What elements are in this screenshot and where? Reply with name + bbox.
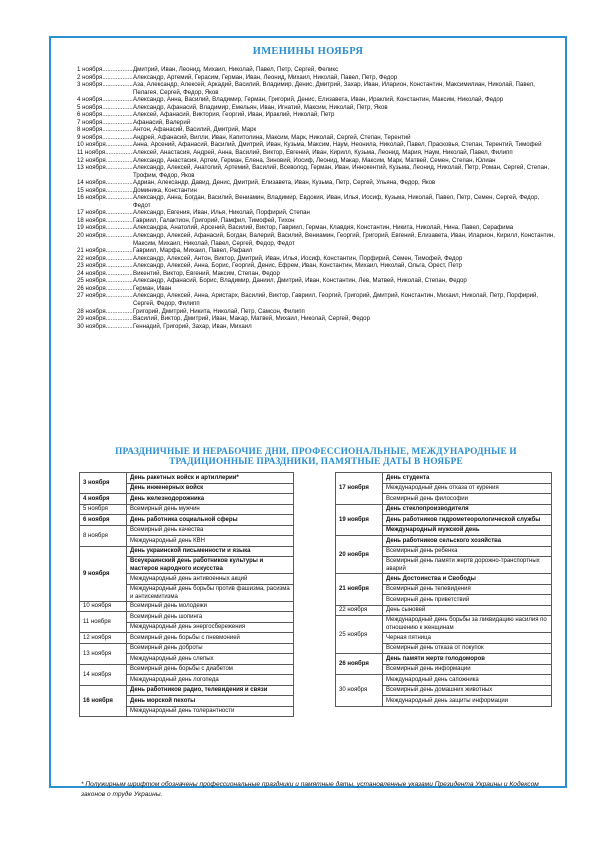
name-day-row [77,255,557,263]
holiday-name: Всемирный день борьбы с диабетом [127,664,294,675]
name-day-row [77,270,557,278]
name-day-date: 12 ноября ..... [77,157,133,165]
name-day-date: 28 ноября ..... [77,308,133,316]
name-day-row [77,277,557,285]
name-day-date: 20 ноября ..... [77,232,133,247]
holiday-name: Международный день борьбы за ликвидацию насилия по отношению к женщинам [383,616,552,633]
name-day-date: 29 ноября ..... [77,315,133,323]
name-day-date: 24 ноября ..... [77,270,133,278]
holiday-row [336,574,552,585]
name-day-date: 23 ноября ..... [77,262,133,270]
holiday-name: День стеклопроизводителя [383,504,552,515]
holiday-name: Международный день отказа от курения [383,483,552,494]
name-day-names: Александр, Алексей, Анатолий, Артемий, Василий, Всеволод, Герман, Иван, Иннокентий, Кузьма, Леонид, Николай, Петр, Роман, Сергей, Степан, Трофим, Федор, Яков [133,164,550,179]
holiday-name: День памяти жертв голодоморов [383,654,552,665]
name-day-names: Герман, Иван [133,284,172,292]
holiday-date: 26 ноября [336,654,383,675]
holiday-name: Всемирный день доброты [127,643,294,654]
holiday-name: День студента [383,473,552,484]
name-day-row [77,315,557,323]
name-day-names: Александр, Алексей, Афанасий, Богдан, Валерий, Василий, Вениамин, Георгий, Григорий, Евгений, Елизавета, Иван, Иларион, Кирилл, Константин, Максим, Михаил, Николай, Павел, Сергей, Федор, Федот [133,232,555,247]
name-day-names: Александр, Евгения, Иван, Илья, Николай, Порфирий, Степан [133,209,310,217]
holiday-row [80,546,294,557]
holiday-name: День железнодорожника [127,494,294,505]
name-day-date: 4 ноября ..... [77,96,133,104]
holiday-name: Всемирный день отказа от покупок [383,643,552,654]
name-day-names: Александр, Афанасий, Владимир, Емельян, Иван, Игнатий, Максим, Николай, Петр, Яков [133,103,388,111]
holiday-date: 22 ноября [336,605,383,616]
name-day-names: Доминика, Константин [133,186,197,194]
name-day-names: Адриан, Александр, Давид, Денис, Дмитрий, Елизавета, Иван, Кузьма, Петр, Сергей, Ульяна, Федор, Яков [133,179,436,187]
name-day-names: Александр, Афанасий, Борис, Владимир, Даниил, Дмитрий, Иван, Константин, Лев, Матвей, Николай, Степан, Федор [133,277,467,285]
holiday-row [80,601,294,612]
holiday-name: Черная пятница [383,633,552,644]
name-day-date: 13 ноября ..... [77,164,133,179]
name-day-date: 9 ноября ..... [77,134,133,142]
holiday-name: Всемирный день телевидения [383,584,552,595]
name-day-names: Андрей, Афанасий, Вилли, Иван, Капитолина, Максим, Марк, Николай, Сергей, Степан, Терентий [133,133,411,141]
holiday-row [336,616,552,633]
holiday-name: День украинской письменности и языка [127,546,294,557]
holiday-row [80,515,294,526]
name-day-names: Алексей, Афанасий, Виктория, Георгий, Иван, Ираклий, Николай, Петр [133,111,335,119]
holiday-name: Всеукраинский день работников культуры и мастеров народного искусства [127,557,294,574]
name-day-row [77,66,557,74]
holiday-row [80,504,294,515]
holiday-row [80,612,294,623]
name-day-names: Александр, Анастасия, Артем, Герман, Елена, Зиновий, Иосиф, Леонид, Макар, Максим, Марк, Матвей, Семен, Степан, Юлиан [133,156,496,164]
holiday-row [80,473,294,484]
holiday-date: 4 ноября [80,494,127,505]
holiday-row [80,664,294,675]
name-day-row [77,111,557,119]
name-day-names: Геннадий, Григорий, Захар, Иван, Михаил [133,322,252,330]
name-day-date: 3 ноября ..... [77,81,133,96]
name-day-date: 25 ноября ..... [77,277,133,285]
holiday-name: Международный день слепых [127,654,294,665]
holiday-date: 14 ноября [80,664,127,685]
holiday-name: День работников гидрометеорологической службы [383,515,552,526]
name-day-row [77,149,557,157]
holidays-table-left [79,472,294,717]
holiday-date: 11 ноября [80,612,127,633]
name-day-names: Гавриил, Галактион, Григорий, Памфил, Тимофей, Тихон [133,216,295,224]
holiday-name: Всемирный день памяти жертв дорожно-транспортных аварий [383,557,552,574]
holiday-name: День работников сельского хозяйства [383,536,552,547]
holiday-date: 19 ноября [336,504,383,536]
holiday-date: 5 ноября [80,504,127,515]
holiday-date: 16 ноября [80,685,127,717]
name-day-names: Александр, Анна, Василий, Владимир, Герман, Григорий, Денис, Елизавета, Иван, Ираклий, Константин, Максим, Николай, Федор [133,96,504,104]
name-day-date: 14 ноября ..... [77,179,133,187]
holiday-date: 6 ноября [80,515,127,526]
name-day-row [77,134,557,142]
name-day-row [77,104,557,112]
name-day-row [77,119,557,127]
holiday-name: Всемирный день мужчин [127,504,294,515]
name-day-date: 8 ноября ..... [77,126,133,134]
holiday-name: День работников радио, телевидения и связи [127,685,294,696]
name-day-names: Александр, Алексей, Анна, Борис, Георгий, Денис, Ефрем, Иван, Константин, Михаил, Николай, Ольга, Орест, Петр [133,262,462,270]
holiday-name: Всемирный день молодежи [127,601,294,612]
name-day-names: Алексей, Анастасия, Андрей, Анна, Василий, Виктор, Евгений, Иван, Кирилл, Кузьма, Леонид, Мария, Наум, Николай, Павел, Филипп [133,149,513,157]
name-day-names: Александра, Анатолий, Арсений, Василий, Виктор, Гавриил, Герман, Клавдия, Константин, Никита, Николай, Нина, Павел, Серафима [133,224,514,232]
name-day-names: Александр, Артемий, Герасим, Герман, Иван, Леонид, Михаил, Николай, Павел, Петр, Федор [133,73,398,81]
name-day-names: Дмитрий, Иван, Леонид, Михаил, Николай, Павел, Петр, Сергей, Феликс [133,66,339,73]
holiday-date: 10 ноября [80,601,127,612]
name-day-date: 17 ноября ..... [77,209,133,217]
name-day-names: Гавриил, Марфа, Михаил, Павел, Рафаил [133,247,253,255]
name-day-names: Викентий, Виктор, Евгений, Максим, Степан, Федор [133,269,280,277]
holiday-name: День инженерных войск [127,483,294,494]
holiday-row [336,504,552,515]
holiday-name: Всемирный день качества [127,525,294,536]
name-day-date: 18 ноября ..... [77,217,133,225]
footnote: * Полужирным шрифтом обозначены профессиональные праздники и памятные даты, установленные указами Президента Украины и Кодексом законов о труде Украины. [81,781,539,798]
holiday-row [80,494,294,505]
holiday-row [336,605,552,616]
holiday-name: Всемирный день философии [383,494,552,505]
name-days-heading: ИМЕНИНЫ НОЯБРЯ [252,46,364,57]
name-day-row [77,247,557,255]
name-day-date: 10 ноября ..... [77,141,133,149]
holiday-row [80,643,294,654]
name-day-names: Афанасий, Валерий [133,118,191,126]
holiday-date: 17 ноября [336,473,383,505]
holiday-name: Международный день толерантности [127,706,294,717]
holiday-row [80,525,294,536]
holiday-name: Всемирный день информации [383,664,552,675]
name-day-row [77,179,557,187]
page-frame [49,36,567,798]
name-day-row [77,194,557,209]
name-day-names: Александр, Алексей, Анна, Аристарх, Василий, Виктор, Гавриил, Георгий, Григорий, Дмитрий, Константин, Михаил, Николай, Петр, Порфирий, Сергей, Федор, Филипп [133,292,539,307]
holiday-row [336,654,552,665]
holiday-name: Международный мужской день [383,525,552,536]
name-day-names: Александр, Алексей, Антон, Виктор, Дмитрий, Иван, Илья, Иосиф, Константин, Порфирий, Семен, Тимофей, Федор [133,254,463,262]
holidays-heading: ПРАЗДНИЧНЫЕ И НЕРАБОЧИЕ ДНИ, ПРОФЕССИОНАЛЬНЫЕ, МЕЖДУНАРОДНЫЕ И ТРАДИЦИОННЫЕ ПРАЗДНИКИ, ПАМЯТНЫЕ ДАТЫ В НОЯБРЕ [115,447,517,467]
holiday-name: День сыновей [383,605,552,616]
name-day-names: Василий, Виктор, Дмитрий, Иван, Макар, Матвей, Михаил, Николай, Сергей, Федор [133,315,370,323]
holiday-date: 21 ноября [336,574,383,606]
holiday-date: 25 ноября [336,616,383,654]
name-day-date: 21 ноября ..... [77,247,133,255]
name-day-date: 1 ноября ..... [77,66,133,74]
name-day-date: 7 ноября ..... [77,119,133,127]
holiday-name: Всемирный день борьбы с пневмонией [127,633,294,644]
name-day-row [77,74,557,82]
holiday-name: Международный день антивоенных акций [127,574,294,585]
name-day-names: Аза, Александр, Алексей, Аркадий, Василий, Владимир, Денис, Дмитрий, Захар, Иван, Иларион, Константин, Максимилиан, Николай, Павел, Пелагея, Сергей, Федор, Яков [133,81,535,96]
name-day-names: Антон, Афанасий, Василий, Дмитрий, Марк [133,126,257,134]
holiday-name: Международный день КВН [127,536,294,547]
name-day-row [77,96,557,104]
holiday-name: День работника социальной сферы [127,515,294,526]
holiday-date: 30 ноября [336,675,383,707]
name-day-date: 27 ноября ..... [77,292,133,307]
holiday-name: Всемирный день домашних животных [383,685,552,696]
holiday-name: Международный день борьбы против фашизма, расизма и антисемитизма [127,584,294,601]
holiday-date: 20 ноября [336,536,383,574]
holiday-row [336,473,552,484]
name-day-row [77,141,557,149]
name-day-row [77,209,557,217]
name-day-row [77,323,557,331]
name-days-list [77,66,557,330]
holiday-date: 12 ноября [80,633,127,644]
holiday-row [80,685,294,696]
name-day-date: 15 ноября ..... [77,187,133,195]
holiday-name: Всемирный день шопинга [127,612,294,623]
holiday-name: Международный день сапожника [383,675,552,686]
holiday-date: 9 ноября [80,546,127,601]
holiday-name: Международный день защиты информации [383,696,552,707]
holiday-name: Всемирный день приветствий [383,595,552,606]
holiday-name: День Достоинства и Свободы [383,574,552,585]
name-day-row [77,262,557,270]
name-day-date: 22 ноября ..... [77,255,133,263]
name-day-row [77,292,557,307]
name-day-date: 16 ноября ..... [77,194,133,209]
name-day-names: Александр, Анна, Богдан, Василий, Вениамин, Владимир, Евдокия, Иван, Илья, Иосиф, Кузьма, Николай, Павел, Петр, Семен, Сергей, Федор, Федот [133,194,540,209]
name-day-row [77,232,557,247]
holiday-name: Международный день энергосбережения [127,622,294,633]
holiday-name: День ракетных войск и артиллерии* [127,473,294,484]
name-day-row [77,164,557,179]
name-day-row [77,285,557,293]
name-day-row [77,157,557,165]
name-day-row [77,187,557,195]
holiday-name: Международный день логопеда [127,675,294,686]
holiday-row [80,633,294,644]
holiday-row [336,675,552,686]
holiday-date: 8 ноября [80,525,127,546]
name-day-row [77,126,557,134]
name-day-date: 30 ноября ..... [77,323,133,331]
name-day-date: 2 ноября ..... [77,74,133,82]
name-day-date: 5 ноября ..... [77,104,133,112]
name-day-row [77,224,557,232]
name-day-row [77,217,557,225]
name-day-date: 19 ноября ..... [77,224,133,232]
holiday-name: Всемирный день ребенка [383,546,552,557]
holiday-date: 3 ноября [80,473,127,494]
name-day-row [77,81,557,96]
holidays-table-right [335,472,552,707]
name-day-row [77,308,557,316]
holiday-name: День морской пехоты [127,696,294,707]
holiday-row [336,536,552,547]
name-day-date: 6 ноября ..... [77,111,133,119]
name-day-names: Анна, Арсений, Афанасий, Василий, Дмитрий, Иван, Кузьма, Максим, Наум, Неонила, Николай, Павел, Прасковья, Степан, Терентий, Тимофей [133,141,542,149]
name-day-date: 11 ноября ..... [77,149,133,157]
name-day-names: Григорий, Дмитрий, Никита, Николай, Петр, Самсон, Филипп [133,307,305,315]
holiday-date: 13 ноября [80,643,127,664]
name-day-date: 26 ноября ..... [77,285,133,293]
